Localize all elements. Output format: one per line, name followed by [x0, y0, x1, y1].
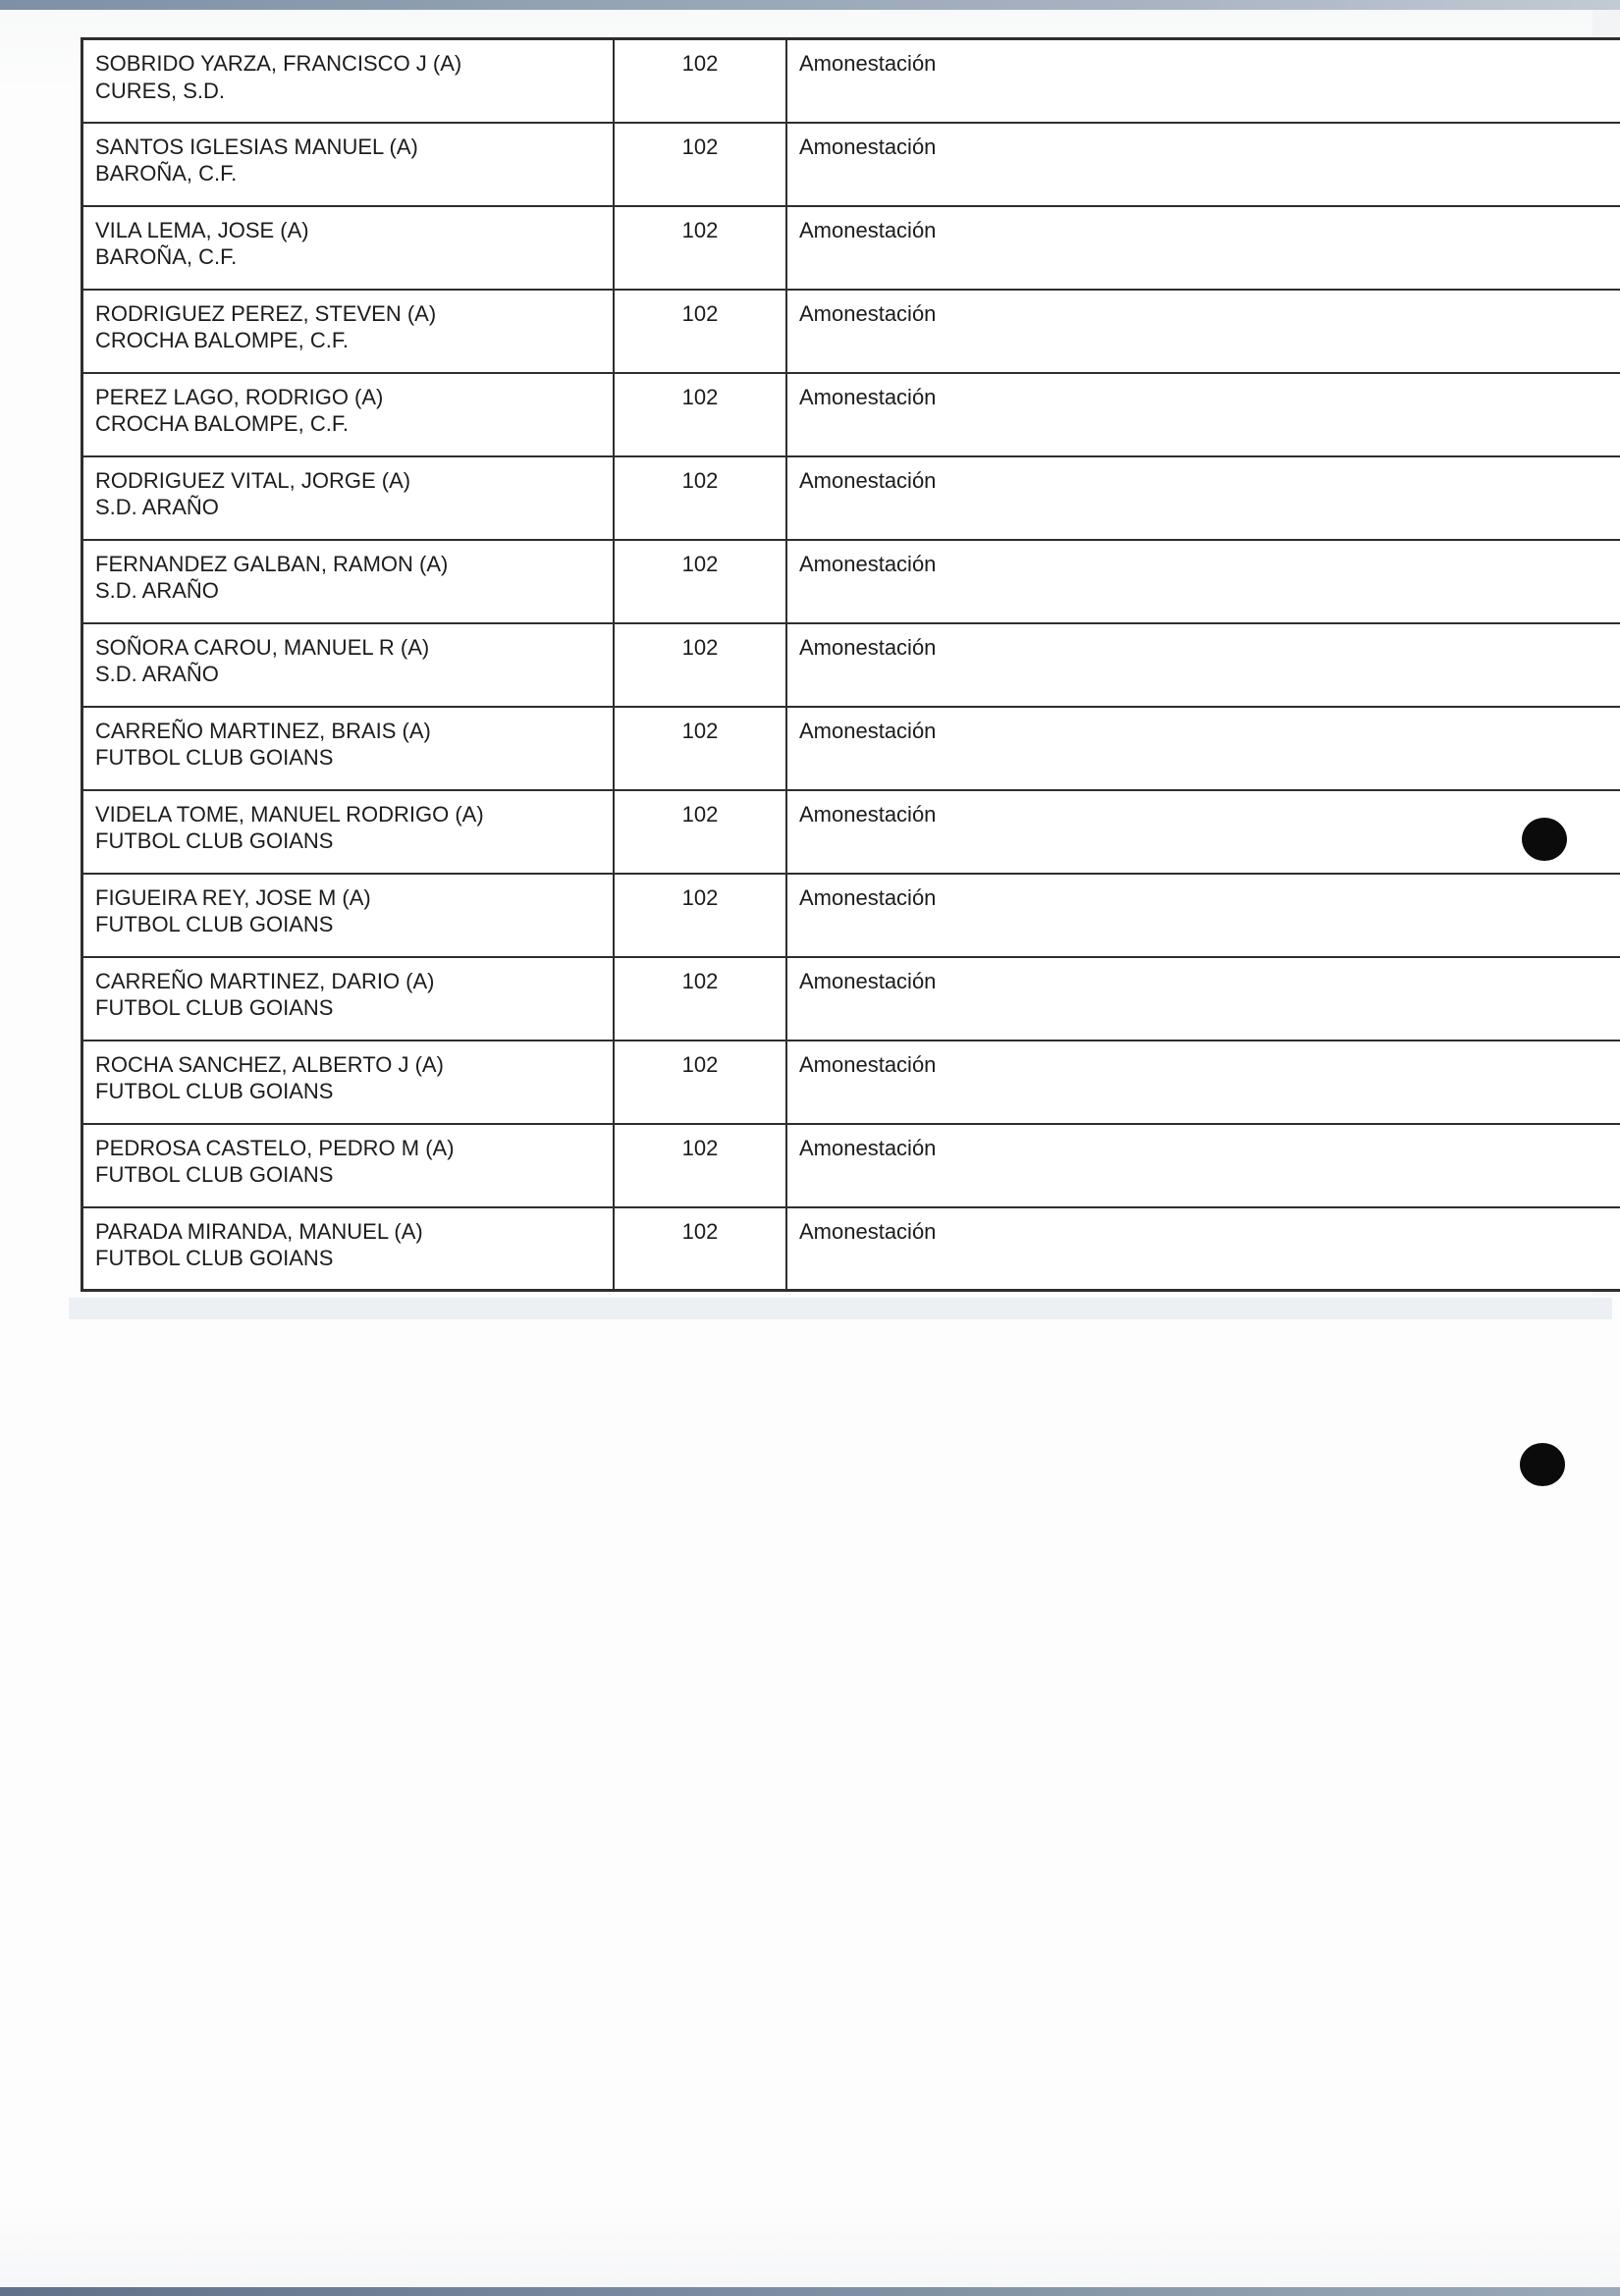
player-cell: [82, 456, 615, 540]
player-cell: [82, 290, 615, 373]
player-name: CARREÑO MARTINEZ, DARIO (A): [95, 968, 435, 993]
scan-shadow-band: [69, 1298, 1612, 1319]
club-name: FUTBOL CLUB GOIANS: [95, 995, 334, 1021]
sanction-cell: Amonestación: [786, 1207, 1620, 1291]
player-cell: [82, 707, 615, 790]
hole-punch-mark: [1522, 818, 1567, 861]
table-row: [82, 290, 1620, 373]
player-name: PEDROSA CASTELO, PEDRO M (A): [95, 1135, 455, 1160]
table-row: [82, 123, 1620, 206]
table-row: [82, 373, 1620, 456]
code-cell: 102: [614, 874, 786, 957]
player-cell: [82, 123, 615, 206]
player-name: PEREZ LAGO, RODRIGO (A): [95, 384, 384, 409]
player-name: SOÑORA CAROU, MANUEL R (A): [95, 634, 430, 660]
sanction-cell: Amonestación: [786, 39, 1620, 123]
player-cell: [82, 957, 615, 1041]
player-name: RODRIGUEZ PEREZ, STEVEN (A): [95, 300, 437, 326]
player-cell: [82, 874, 615, 957]
club-name: BAROÑA, C.F.: [95, 161, 238, 187]
table-row: [82, 623, 1620, 707]
player-cell: [82, 623, 615, 707]
table-row: [82, 707, 1620, 790]
code-cell: 102: [614, 623, 786, 707]
table-row: [82, 790, 1620, 874]
sanction-cell: Amonestación: [786, 623, 1620, 707]
table-row: [82, 540, 1620, 623]
player-cell: [82, 373, 615, 456]
club-name: CROCHA BALOMPE, C.F.: [95, 328, 349, 353]
player-name: PARADA MIRANDA, MANUEL (A): [95, 1218, 423, 1244]
club-name: FUTBOL CLUB GOIANS: [95, 912, 334, 937]
player-name: SANTOS IGLESIAS MANUEL (A): [95, 133, 418, 159]
player-cell: [82, 1124, 615, 1207]
club-name: FUTBOL CLUB GOIANS: [95, 745, 334, 771]
club-name: CURES, S.D.: [95, 78, 226, 103]
scan-edge-bottom: [0, 2287, 1620, 2296]
player-name: CARREÑO MARTINEZ, BRAIS (A): [95, 718, 431, 743]
club-name: S.D. ARAÑO: [95, 578, 219, 604]
player-name: SOBRIDO YARZA, FRANCISCO J (A): [95, 51, 462, 76]
sanction-cell: Amonestación: [786, 123, 1620, 206]
sanction-cell: Amonestación: [786, 540, 1620, 623]
sanction-cell: Amonestación: [786, 957, 1620, 1041]
sanctions-table: [81, 37, 1620, 1292]
player-cell: [82, 540, 615, 623]
player-name: VIDELA TOME, MANUEL RODRIGO (A): [95, 801, 484, 827]
table-row: [82, 1207, 1620, 1291]
player-cell: [82, 1207, 615, 1291]
player-name: FERNANDEZ GALBAN, RAMON (A): [95, 551, 449, 576]
table-row: [82, 1124, 1620, 1207]
code-cell: 102: [614, 123, 786, 206]
code-cell: 102: [614, 707, 786, 790]
table-row: [82, 456, 1620, 540]
table-row: [82, 39, 1620, 123]
sanction-cell: Amonestación: [786, 1124, 1620, 1207]
code-cell: 102: [614, 540, 786, 623]
code-cell: 102: [614, 206, 786, 290]
player-name: RODRIGUEZ VITAL, JORGE (A): [95, 467, 411, 493]
player-cell: [82, 1041, 615, 1124]
player-cell: [82, 39, 615, 123]
sanction-cell: Amonestación: [786, 707, 1620, 790]
table-row: [82, 1041, 1620, 1124]
code-cell: 102: [614, 456, 786, 540]
club-name: BAROÑA, C.F.: [95, 244, 238, 270]
sanction-cell: Amonestación: [786, 790, 1620, 874]
player-name: VILA LEMA, JOSE (A): [95, 217, 309, 242]
club-name: FUTBOL CLUB GOIANS: [95, 1079, 334, 1104]
code-cell: 102: [614, 373, 786, 456]
player-name: ROCHA SANCHEZ, ALBERTO J (A): [95, 1051, 444, 1077]
sanction-cell: Amonestación: [786, 456, 1620, 540]
table-row: [82, 874, 1620, 957]
code-cell: 102: [614, 790, 786, 874]
sanction-cell: Amonestación: [786, 373, 1620, 456]
club-name: FUTBOL CLUB GOIANS: [95, 1246, 334, 1271]
sanction-cell: Amonestación: [786, 206, 1620, 290]
sanction-cell: Amonestación: [786, 1041, 1620, 1124]
code-cell: 102: [614, 39, 786, 123]
club-name: CROCHA BALOMPE, C.F.: [95, 411, 349, 437]
club-name: FUTBOL CLUB GOIANS: [95, 1162, 334, 1188]
player-cell: [82, 206, 615, 290]
code-cell: 102: [614, 1124, 786, 1207]
player-cell: [82, 790, 615, 874]
club-name: S.D. ARAÑO: [95, 662, 219, 687]
club-name: S.D. ARAÑO: [95, 495, 219, 520]
sanction-cell: Amonestación: [786, 874, 1620, 957]
code-cell: 102: [614, 1041, 786, 1124]
table-row: [82, 206, 1620, 290]
code-cell: 102: [614, 1207, 786, 1291]
club-name: FUTBOL CLUB GOIANS: [95, 828, 334, 854]
scan-edge-top: [0, 0, 1620, 10]
hole-punch-mark: [1520, 1443, 1565, 1486]
table-row: [82, 957, 1620, 1041]
code-cell: 102: [614, 957, 786, 1041]
player-name: FIGUEIRA REY, JOSE M (A): [95, 884, 371, 910]
code-cell: 102: [614, 290, 786, 373]
sanction-cell: Amonestación: [786, 290, 1620, 373]
